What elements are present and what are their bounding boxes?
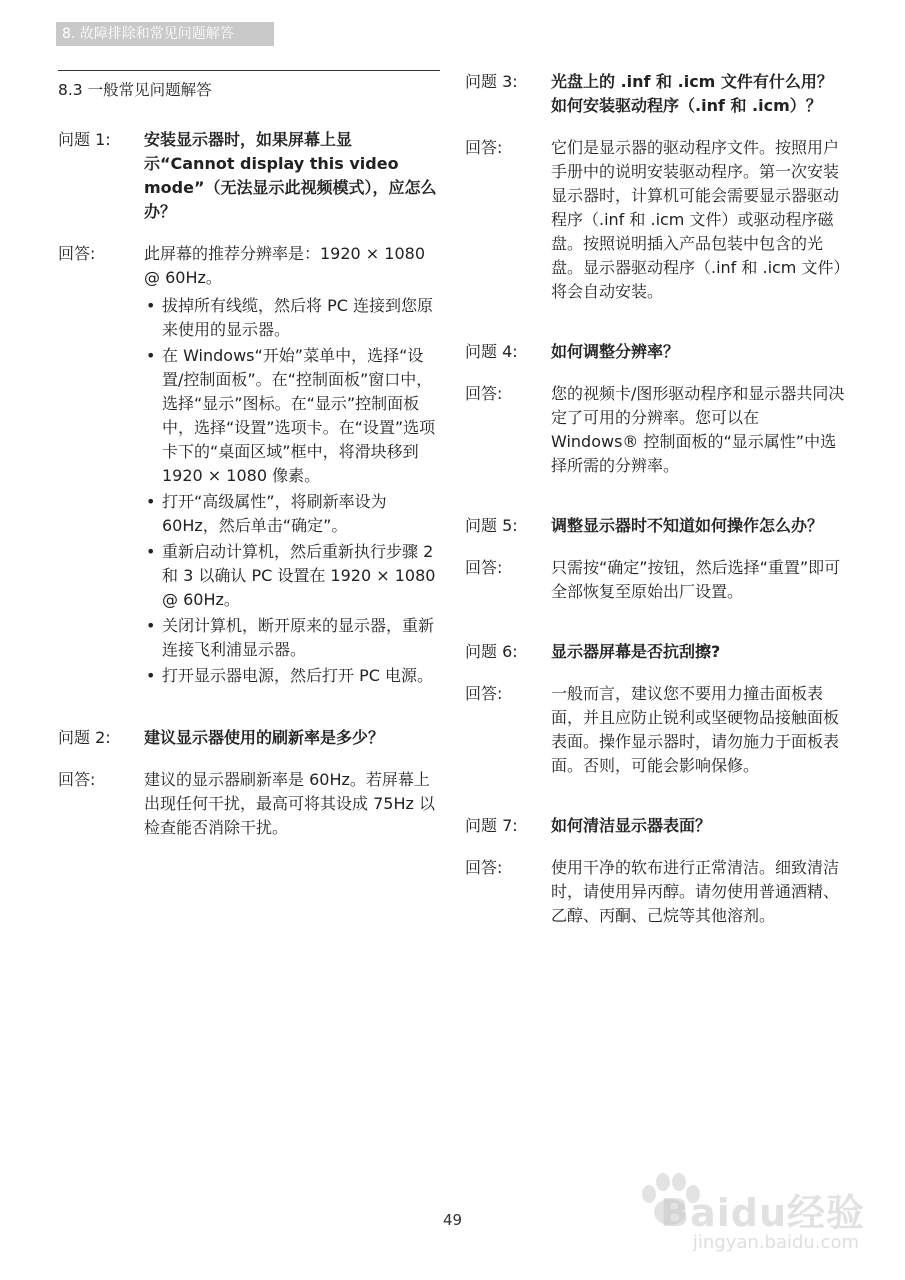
chapter-header: 8. 故障排除和常见问题解答 [56,22,274,46]
answer-text: 使用干净的软布进行正常清洁。细致清洁时，请使用异丙醇。请勿使用普通酒精、乙醇、丙酮、己烷等其他溶剂。 [551,858,840,925]
faq-item-4 [465,340,847,478]
question-text: 建议显示器使用的刷新率是多少？ [144,728,385,747]
question-text: 如何清洁显示器表面？ [551,816,712,835]
answer-label: 回答: [465,384,503,403]
answer-4 [465,382,847,478]
answer-label: 回答: [58,244,96,263]
left-column [58,70,440,876]
step-item: • 关闭计算机，断开原来的显示器，重新连接飞利浦显示器。 [144,614,440,662]
question-text: 光盘上的 .inf 和 .icm 文件有什么用？如何安装驱动程序（.inf 和 .icm）？ [551,72,833,115]
answer-text: 建议的显示器刷新率是 60Hz。若屏幕上出现任何干扰，最高可将其设成 75Hz 以检查能否消除干扰。 [144,770,435,837]
answer-label: 回答: [465,858,503,877]
answer-text: 只需按“确定”按钮，然后选择“重置”即可全部恢复至原始出厂设置。 [551,558,841,601]
step-item: • 拔掉所有线缆，然后将 PC 连接到您原来使用的显示器。 [144,294,440,342]
faq-item-7 [465,814,847,928]
step-item: • 打开显示器电源，然后打开 PC 电源。 [144,664,440,688]
right-column [465,70,847,964]
question-3 [465,70,847,118]
faq-item-2 [58,726,440,840]
answer-7 [465,856,847,928]
answer-label: 回答: [465,684,503,703]
question-text: 如何调整分辨率？ [551,342,680,361]
answer-steps [144,294,440,688]
answer-text: 此屏幕的推荐分辨率是：1920 × 1080 @ 60Hz。 [144,244,426,287]
faq-item-3 [465,70,847,304]
answer-5 [465,556,847,604]
faq-item-1 [58,128,440,690]
answer-2 [58,768,440,840]
answer-3 [465,136,847,304]
question-5 [465,514,847,538]
question-6 [465,640,847,664]
question-label: 问题 3: [465,72,518,91]
answer-label: 回答: [465,558,503,577]
question-1 [58,128,440,224]
question-2 [58,726,440,750]
question-label: 问题 4: [465,342,518,361]
answer-text: 您的视频卡/图形驱动程序和显示器共同决定了可用的分辨率。您可以在 Windows® 控制面板的“显示属性”中选择所需的分辨率。 [551,384,845,475]
answer-text: 一般而言，建议您不要用力撞击面板表面，并且应防止锐利或坚硬物品接触面板表面。操作显示器时，请勿施力于面板表面。否则，可能会影响保修。 [551,684,840,775]
step-item: • 重新启动计算机，然后重新执行步骤 2 和 3 以确认 PC 设置在 1920 × 1080 @ 60Hz。 [144,540,440,612]
question-7 [465,814,847,838]
question-label: 问题 7: [465,816,518,835]
watermark-url: jingyan.baidu.com [692,1232,859,1253]
question-text: 调整显示器时不知道如何操作怎么办？ [551,516,824,535]
step-item: • 打开“高级属性”，将刷新率设为 60Hz，然后单击“确定”。 [144,490,440,538]
answer-text: 它们是显示器的驱动程序文件。按照用户手册中的说明安装驱动程序。第一次安装显示器时，计算机可能会需要显示器驱动程序（.inf 和 .icm 文件）或驱动程序磁盘。按照说明插入产品包装中包含的光盘。显示器驱动程序（.inf 和 .icm 文件）将会自动安装。 [551,138,842,301]
question-label: 问题 1: [58,130,111,149]
answer-label: 回答: [465,138,503,157]
answer-6 [465,682,847,778]
answer-label: 回答: [58,770,96,789]
answer-body [144,242,440,690]
step-item: • 在 Windows“开始”菜单中，选择“设置/控制面板”。在“控制面板”窗口中，选择“显示”图标。在“显示”控制面板中，选择“设置”选项卡。在“设置”选项卡下的“桌面区域”框中，将滑块移到 1920 × 1080 像素。 [144,344,440,488]
question-label: 问题 2: [58,728,111,747]
faq-item-6 [465,640,847,778]
question-label: 问题 5: [465,516,518,535]
baidu-watermark [645,1132,865,1262]
question-label: 问题 6: [465,642,518,661]
question-text: 安装显示器时，如果屏幕上显示“Cannot display this video mode”（无法显示此视频模式），应怎么办？ [144,130,437,221]
page-number: 49 [442,1211,463,1229]
answer-1 [58,242,440,690]
faq-item-5 [465,514,847,604]
question-4 [465,340,847,364]
watermark-text: Baidu经验 [660,1191,865,1235]
question-text: 显示器屏幕是否抗刮擦? [551,642,721,661]
section-title: 8.3 一般常见问题解答 [58,70,440,100]
